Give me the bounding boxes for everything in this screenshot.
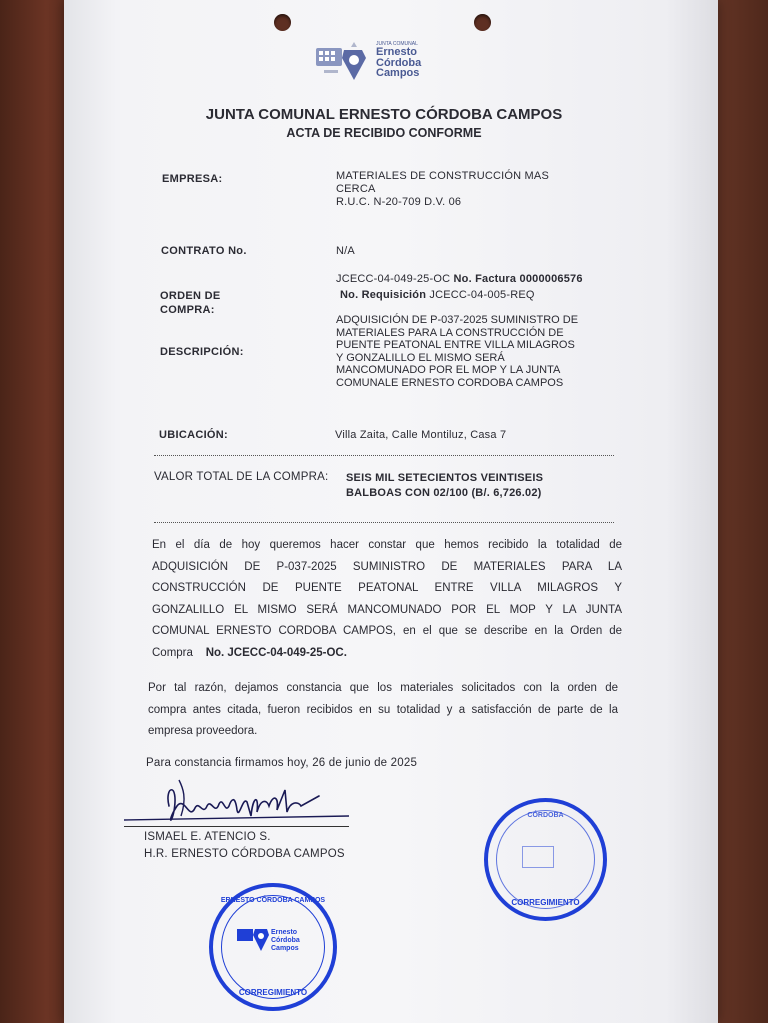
empresa-value xyxy=(336,170,549,209)
descripcion-line: MATERIALES PARA LA CONSTRUCCIÓN DE xyxy=(336,326,564,339)
descripcion-label: DESCRIPCIÓN: xyxy=(160,346,244,358)
document-page xyxy=(64,0,718,1023)
paragraph-line: En el día de hoy queremos hacer constar que hemos recibido la totalidad de xyxy=(152,539,622,551)
body-paragraph-2 xyxy=(148,678,618,743)
stamp-logo-line: Campos xyxy=(271,945,299,952)
orden-label-line: COMPRA: xyxy=(160,304,215,316)
stamp-emblem-icon xyxy=(235,923,275,959)
closing-line: Para constancia firmamos hoy, 26 de junio de 2025 xyxy=(146,757,418,769)
empresa-line: MATERIALES DE CONSTRUCCIÓN MAS xyxy=(336,170,549,182)
orden-code: JCECC-04-049-25-OC xyxy=(336,273,451,285)
punch-hole xyxy=(274,14,291,31)
valor-value xyxy=(346,471,543,501)
punch-hole xyxy=(474,14,491,31)
body-paragraph-1 xyxy=(152,535,622,664)
official-stamp-right xyxy=(484,798,607,921)
empresa-ruc: R.U.C. N-20-709 D.V. 06 xyxy=(336,196,462,208)
stamp-top-text: ERNESTO CÓRDOBA CAMPOS xyxy=(220,897,326,904)
descripcion-value xyxy=(336,314,606,390)
valor-label: VALOR TOTAL DE LA COMPRA: xyxy=(154,471,329,483)
descripcion-line: PUENTE PEATONAL ENTRE VILLA MILAGROS xyxy=(336,339,575,352)
signatory-block xyxy=(144,829,345,863)
factura-value: 0000006576 xyxy=(519,273,583,285)
logo-emblem-icon xyxy=(314,40,372,84)
stamp-bottom-text: CORREGIMIENTO xyxy=(238,988,308,997)
descripcion-line: Y GONZALILLO EL MISMO SERÁ xyxy=(336,351,505,364)
junta-logo xyxy=(314,40,474,84)
contrato-value: N/A xyxy=(336,245,355,257)
dotted-divider xyxy=(154,455,614,456)
logo-line-3: Campos xyxy=(376,67,420,79)
empresa-label: EMPRESA: xyxy=(162,173,223,185)
document-subtitle: ACTA DE RECIBIDO CONFORME xyxy=(286,126,482,140)
orden-line-1 xyxy=(336,273,583,286)
paragraph-line: empresa proveedora. xyxy=(148,725,258,737)
contrato-label: CONTRATO No. xyxy=(161,245,247,257)
logo-text xyxy=(376,41,421,79)
logo-small-line: JUNTA COMUNAL xyxy=(376,41,418,47)
orden-line-2 xyxy=(340,289,535,302)
stamp-top-text: CÓRDOBA xyxy=(527,812,564,819)
valor-line: SEIS MIL SETECIENTOS VEINTISEIS xyxy=(346,472,544,484)
compra-prefix: Compra xyxy=(152,646,193,659)
paragraph-line xyxy=(152,643,622,665)
stamp-logo-text xyxy=(271,929,300,953)
stamp-logo-line: Córdoba xyxy=(271,937,300,944)
orden-label-line: ORDEN DE xyxy=(160,290,221,302)
orden-label xyxy=(160,289,220,317)
handwritten-signature xyxy=(119,776,359,836)
paragraph-line: CONSTRUCCIÓN DE PUENTE PEATONAL ENTRE VILLA MILAGROS Y xyxy=(152,582,622,594)
descripcion-line: COMUNALE ERNESTO CORDOBA CAMPOS xyxy=(336,376,564,389)
compra-number: No. JCECC-04-049-25-OC. xyxy=(205,646,347,659)
descripcion-line: ADQUISICIÓN DE P-037-2025 SUMINISTRO DE xyxy=(336,314,579,326)
paragraph-line: GONZALILLO EL MISMO SERÁ MANCOMUNADO POR EL MOP Y LA JUNTA xyxy=(152,603,622,616)
signatory-name: ISMAEL E. ATENCIO S. xyxy=(144,831,271,843)
paragraph-line: Por tal razón, dejamos constancia que los materiales solicitados con la orden de xyxy=(148,682,618,694)
official-stamp-left xyxy=(209,883,337,1011)
paragraph-line: ADQUISICIÓN DE P-037-2025 SUMINISTRO DE MATERIALES PARA LA xyxy=(152,560,622,573)
stamp-faded-emblem-icon xyxy=(522,846,554,868)
signatory-role: H.R. ERNESTO CÓRDOBA CAMPOS xyxy=(144,848,345,860)
stamp-logo-line: Ernesto xyxy=(271,929,298,936)
ubicacion-value: Villa Zaita, Calle Montiluz, Casa 7 xyxy=(335,429,507,441)
descripcion-line: MANCOMUNADO POR EL MOP Y LA JUNTA xyxy=(336,364,561,377)
document-title: JUNTA COMUNAL ERNESTO CÓRDOBA CAMPOS xyxy=(205,106,563,123)
ubicacion-label: UBICACIÓN: xyxy=(159,429,228,441)
dotted-divider xyxy=(154,522,614,523)
paragraph-line: COMUNAL ERNESTO CORDOBA CAMPOS, en el que se describe en la Orden de xyxy=(152,625,622,637)
logo-line-1: Ernesto xyxy=(376,46,417,58)
empresa-line: CERCA xyxy=(336,183,376,195)
requisicion-value: JCECC-04-005-REQ xyxy=(429,289,535,301)
valor-line: BALBOAS CON 02/100 (B/. 6,726.02) xyxy=(346,487,542,499)
logo-line-2: Córdoba xyxy=(376,56,422,69)
factura-label: No. Factura xyxy=(453,273,517,285)
paragraph-line: compra antes citada, fueron recibidos en su totalidad y a satisfacción de parte de la xyxy=(148,703,618,716)
stamp-bottom-text: CORREGIMIENTO xyxy=(511,898,580,907)
requisicion-label: No. Requisición xyxy=(340,289,427,301)
signature-line xyxy=(124,826,349,827)
